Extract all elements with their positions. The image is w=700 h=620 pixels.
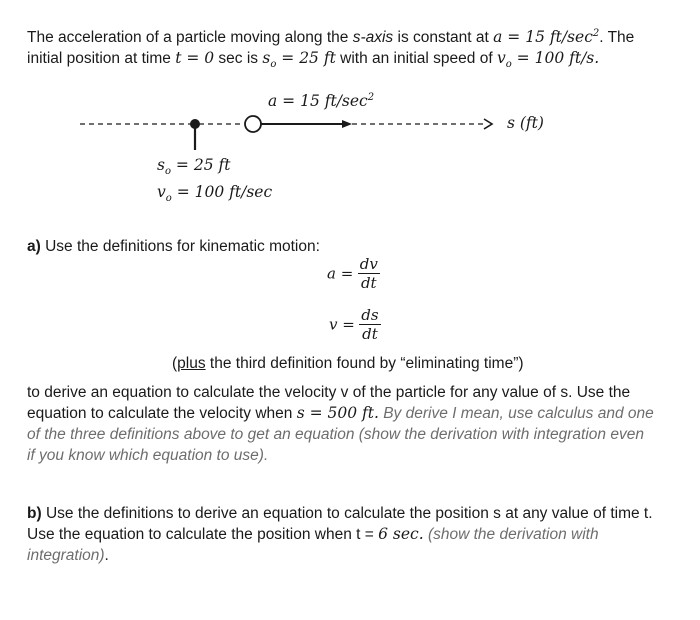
part-a-heading: a) Use the definitions for kinematic motion:: [27, 238, 320, 255]
acceleration-label: a = 15 $ft/\sec^2$: [268, 92, 375, 111]
intro-line-1: The acceleration of a particle moving along the s-axis is constant at a = 15 $ft/\sec^2$. The: [27, 28, 635, 47]
part-b: b) Use the definitions to derive an equation to calculate the position s at any value of time t. Use the equation to calculate the position when t = 6 sec. (show the derivation with integration).: [27, 505, 653, 564]
intro-line-2: initial position at time t = 0 sec is $s_o = 25$ ft with an initial speed of $v_o = 100$ ft/s.: [27, 49, 600, 71]
part-a-body: to derive an equation to calculate the velocity v of the particle for any value of s. Use the equation to calculate the velocity when s = 500 ft. By derive I mean, use calculus and one of the three definitions above to get an equation (show the derivation with integration even if you know which equation to use).: [27, 384, 654, 464]
s0-label: $s_o = 25$ ft: [157, 156, 231, 178]
initial-conditions: [157, 155, 272, 209]
acceleration-arrow-head: [342, 120, 352, 128]
definition-acceleration: a = $\frac{dv}{dt}$: [327, 255, 378, 292]
motion-diagram: [0, 100, 700, 160]
axis-arrow-icon: [484, 119, 492, 129]
axis-label: s (ft): [507, 114, 544, 132]
definition-velocity: v = $\frac{ds}{dt}$: [329, 306, 379, 343]
particle-circle: [245, 116, 261, 132]
v0-label: $v_o = 100$ ft/sec: [157, 183, 273, 205]
problem-statement: [27, 23, 687, 75]
third-definition-note: (plus the third definition found by “eliminating time”): [172, 355, 524, 372]
